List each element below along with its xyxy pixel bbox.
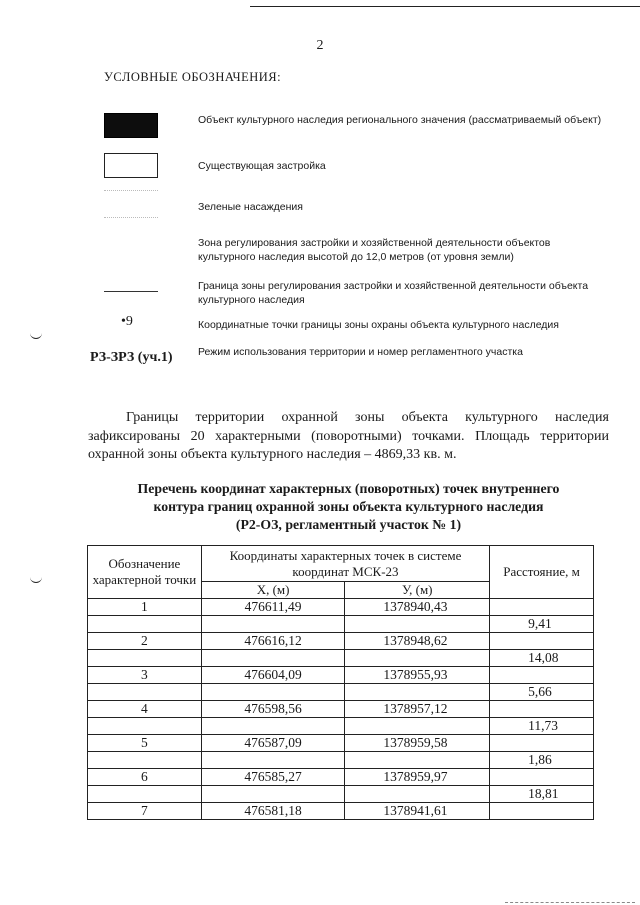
cell-distance-empty [490,803,594,820]
table-title-line-2: контура границ охранной зоны объекта культурного наследия [153,499,544,514]
cell-distance: 9,41 [490,616,594,633]
cell-distance-empty [490,769,594,786]
table-row [88,701,594,718]
cell-y: 1378957,12 [345,701,490,718]
table-row-distance [88,650,594,667]
legend-desc-heritage-object: Объект культурного наследия регионального значения (рассматриваемый объект) [198,114,602,126]
table-title [88,480,609,534]
cell-y: 1378941,61 [345,803,490,820]
table-row-distance [88,718,594,735]
cell-x: 476604,09 [201,667,345,684]
cell-distance: 11,73 [490,718,594,735]
table-row [88,599,594,616]
cell-empty [201,616,345,633]
cell-distance-empty [490,735,594,752]
legend-symbol-zone-boundary [104,291,158,292]
cell-x: 476585,27 [201,769,345,786]
legend-desc-regulation-zone: Зона регулирования застройки и хозяйственной деятельности объектов культурного наследия высотой до 12,0 метров (от уровня земли) [198,237,551,263]
cell-empty [201,650,345,667]
cell-point: 1 [88,599,202,616]
cell-distance: 14,08 [490,650,594,667]
cell-distance-empty [490,701,594,718]
table-row [88,633,594,650]
cell-x: 476581,18 [201,803,345,820]
cell-y: 1378959,97 [345,769,490,786]
table-row [88,735,594,752]
cell-empty [201,718,345,735]
cell-empty [345,752,490,769]
cell-distance-empty [490,599,594,616]
cell-empty [345,616,490,633]
page-number: 2 [316,38,324,53]
cell-point: 5 [88,735,202,752]
cell-y: 1378955,93 [345,667,490,684]
cell-empty [345,650,490,667]
table-title-line-1: Перечень координат характерных (поворотных) точек внутреннего [137,481,560,496]
legend-symbol-coordinate-point: •9 [121,314,133,329]
cell-empty [201,752,345,769]
cell-distance-empty [490,633,594,650]
header-point: Обозначение характерной точки [88,546,202,599]
cell-empty [201,684,345,701]
cell-empty [201,786,345,803]
cell-point: 3 [88,667,202,684]
legend-symbol-zone-code: РЗ-ЗРЗ (уч.1) [90,350,173,365]
coordinates-table [87,545,594,820]
table-row [88,769,594,786]
cell-x: 476611,49 [201,599,345,616]
legend-title: УСЛОВНЫЕ ОБОЗНАЧЕНИЯ: [104,70,282,84]
margin-mark [30,574,42,583]
legend-symbol-existing-buildings [104,153,158,178]
cell-distance: 5,66 [490,684,594,701]
cell-empty [88,616,202,633]
legend-desc-zone-boundary: Граница зоны регулирования застройки и хозяйственной деятельности объекта культурного наследия [198,280,589,306]
legend-desc-coordinate-point: Координатные точки границы зоны охраны объекта культурного наследия [198,319,559,331]
legend-desc-zone-code: Режим использования территории и номер регламентного участка [198,346,523,358]
header-x: X, (м) [201,582,345,599]
table-row [88,803,594,820]
area-paragraph: Границы территории охранной зоны объекта культурного наследия зафиксированы 20 характерными (поворотными) точками. Площадь территории охранной зоны объекта культурного наследия – 4869,33 кв. м. [88,410,609,462]
cell-y: 1378940,43 [345,599,490,616]
cell-point: 6 [88,769,202,786]
cell-empty [345,786,490,803]
header-y: У, (м) [345,582,490,599]
legend-symbol-green-areas [104,190,158,218]
margin-mark [30,330,42,339]
table-row-distance [88,752,594,769]
top-rule [250,6,640,7]
header-distance: Расстояние, м [490,546,594,599]
cell-x: 476598,56 [201,701,345,718]
cell-y: 1378948,62 [345,633,490,650]
cell-point: 4 [88,701,202,718]
legend-desc-existing-buildings: Существующая застройка [198,160,326,172]
cell-distance: 18,81 [490,786,594,803]
cell-empty [88,752,202,769]
cell-distance: 1,86 [490,752,594,769]
cell-point: 7 [88,803,202,820]
cell-empty [88,786,202,803]
legend-symbol-heritage-object [104,113,158,138]
table-row [88,667,594,684]
cell-empty [345,684,490,701]
header-coordinates: Координаты характерных точек в системе координат МСК-23 [201,546,489,582]
legend-desc-green-areas: Зеленые насаждения [198,201,303,213]
table-row-distance [88,684,594,701]
cell-empty [88,684,202,701]
cell-empty [88,718,202,735]
cell-distance-empty [490,667,594,684]
cell-point: 2 [88,633,202,650]
cell-x: 476587,09 [201,735,345,752]
cell-x: 476616,12 [201,633,345,650]
cell-y: 1378959,58 [345,735,490,752]
bottom-marks [505,902,635,903]
table-title-line-3: (Р2-ОЗ, регламентный участок № 1) [235,517,462,532]
table-row-distance [88,786,594,803]
table-row-distance [88,616,594,633]
cell-empty [345,718,490,735]
cell-empty [88,650,202,667]
